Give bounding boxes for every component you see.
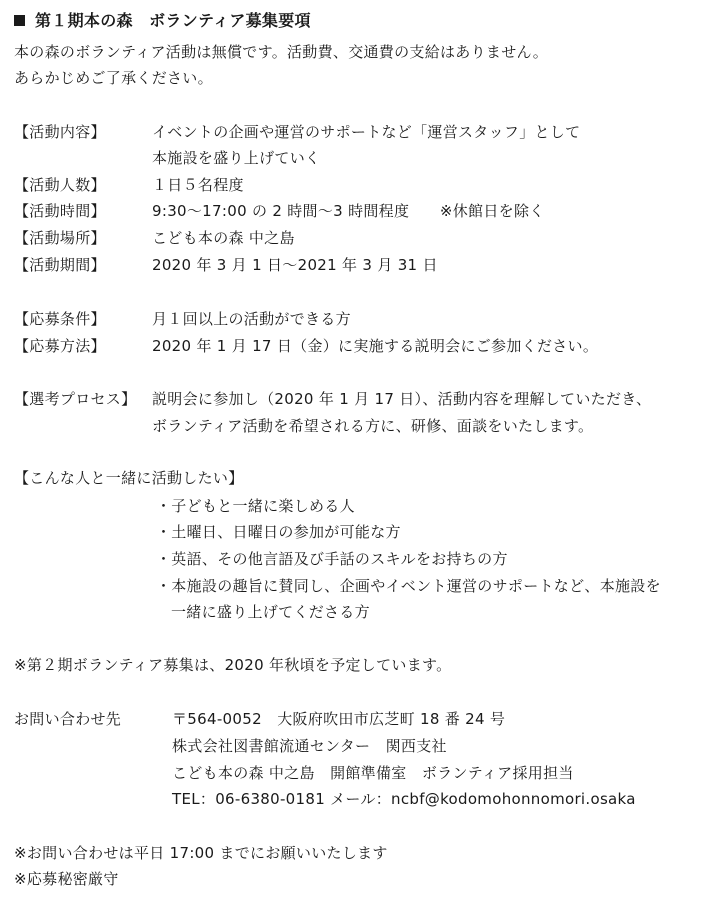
activity-people-value: １日５名程度 [152,176,244,194]
contact-phone-email: TEL：06-6380-0181 メール：ncbf@kodomohonnomori.osaka [172,790,636,808]
wanted-item-continuation: 一緒に盛り上げてくださる方 [171,603,370,621]
selection-label: 【選考プロセス】 [14,390,137,408]
intro-line-2: あらかじめご了承ください。 [14,69,213,87]
activity-people-label: 【活動人数】 [14,176,106,194]
application-method-value: 2020 年 1 月 17 日（金）に実施する説明会にご参加ください。 [152,337,599,355]
application-method-label: 【応募方法】 [14,337,106,355]
second-term-note: ※第２期ボランティア募集は、2020 年秋頃を予定しています。 [14,656,452,674]
application-condition-label: 【応募条件】 [14,310,106,328]
wanted-item: ・土曜日、日曜日の参加が可能な方 [156,523,401,541]
page-title [14,11,311,31]
wanted-heading: 【こんな人と一緒に活動したい】 [14,469,244,487]
intro-line-1: 本の森のボランティア活動は無償です。活動費、交通費の支給はありません。 [14,43,549,61]
activity-content-label: 【活動内容】 [14,123,106,141]
page-title-text: 第１期本の森 ボランティア募集要項 [35,11,311,30]
contact-department: こども本の森 中之島 開館準備室 ボランティア採用担当 [172,764,574,782]
wanted-item: ・子どもと一緒に楽しめる人 [156,497,355,515]
selection-line-2: ボランティア活動を希望される方に、研修、面談をいたします。 [152,417,594,435]
square-bullet-icon [14,15,25,26]
activity-period-label: 【活動期間】 [14,256,106,274]
activity-place-label: 【活動場所】 [14,229,106,247]
contact-address: 〒564-0052 大阪府吹田市広芝町 18 番 24 号 [172,710,506,728]
contact-label: お問い合わせ先 [14,710,122,728]
footnote-hours: ※お問い合わせは平日 17:00 までにお願いいたします [14,844,388,862]
activity-time-label: 【活動時間】 [14,202,106,220]
selection-line-1: 説明会に参加し（2020 年 1 月 17 日）、活動内容を理解していただき、 [152,390,652,408]
activity-place-value: こども本の森 中之島 [152,229,295,247]
application-condition-value: 月１回以上の活動ができる方 [152,310,351,328]
activity-content-line-1: イベントの企画や運営のサポートなど「運営スタッフ」として [152,123,581,141]
activity-period-value: 2020 年 3 月 1 日～2021 年 3 月 31 日 [152,256,438,274]
contact-company: 株式会社図書館流通センター 関西支社 [172,737,447,755]
activity-content-line-2: 本施設を盛り上げていく [152,149,321,167]
wanted-item: ・本施設の趣旨に賛同し、企画やイベント運営のサポートなど、本施設を [156,577,661,595]
wanted-item: ・英語、その他言語及び手話のスキルをお持ちの方 [156,550,508,568]
activity-time-value: 9:30～17:00 の 2 時間～3 時間程度 ※休館日を除く [152,202,545,220]
footnote-confidential: ※応募秘密厳守 [14,870,119,888]
